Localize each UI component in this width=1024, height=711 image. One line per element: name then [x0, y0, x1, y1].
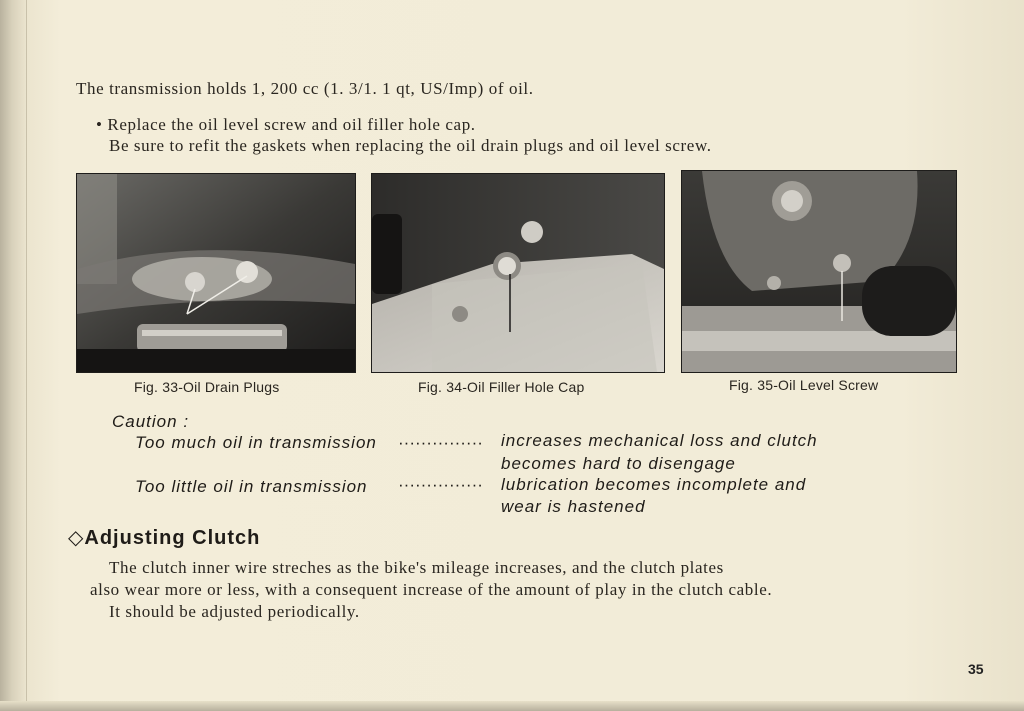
- section-title: Adjusting Clutch: [84, 527, 261, 549]
- figure-33-caption: Fig. 33-Oil Drain Plugs: [134, 379, 280, 395]
- page-bottom-edge: [0, 701, 1024, 711]
- caution-title: Caution :: [112, 412, 190, 431]
- diamond-icon: ◇: [68, 527, 85, 549]
- bullet: •: [96, 115, 103, 134]
- leader-dots: ···············: [398, 475, 483, 494]
- caution-effect-2b: wear is hastened: [501, 497, 646, 516]
- caution-effect-1a: increases mechanical loss and clutch: [501, 431, 818, 450]
- figure-35-photo: [681, 170, 957, 373]
- leader-dots: ···············: [398, 433, 483, 452]
- page-number: 35: [968, 661, 984, 677]
- figure-33-photo: [76, 173, 356, 373]
- section-heading: [68, 525, 260, 550]
- figure-34-photo: [371, 173, 665, 373]
- figure-34-caption: Fig. 34-Oil Filler Hole Cap: [418, 379, 585, 395]
- oil-level-screw-image: [682, 171, 956, 372]
- instruction-line-2: Be sure to refit the gaskets when replacing the oil drain plugs and oil level screw.: [109, 136, 712, 155]
- paragraph-line-3: It should be adjusted periodically.: [109, 602, 360, 621]
- paragraph-line-1: The clutch inner wire streches as the bike's mileage increases, and the clutch plates: [109, 558, 724, 577]
- book-spine: [0, 0, 27, 711]
- figure-35-caption: Fig. 35-Oil Level Screw: [729, 377, 879, 393]
- instruction-line-1: • Replace the oil level screw and oil filler hole cap.: [96, 115, 476, 134]
- caution-effect-2a: lubrication becomes incomplete and: [501, 475, 807, 494]
- paragraph-line-2: also wear more or less, with a consequent increase of the amount of play in the clutch cable.: [90, 580, 773, 599]
- oil-filler-hole-cap-image: [372, 174, 664, 372]
- caution-effect-1b: becomes hard to disengage: [501, 454, 736, 473]
- oil-drain-plugs-image: [77, 174, 355, 372]
- capacity-text: The transmission holds 1, 200 cc (1. 3/1. 1 qt, US/Imp) of oil.: [76, 79, 534, 98]
- caution-condition-2: Too little oil in transmission: [135, 477, 368, 496]
- caution-condition-1: Too much oil in transmission: [135, 433, 377, 452]
